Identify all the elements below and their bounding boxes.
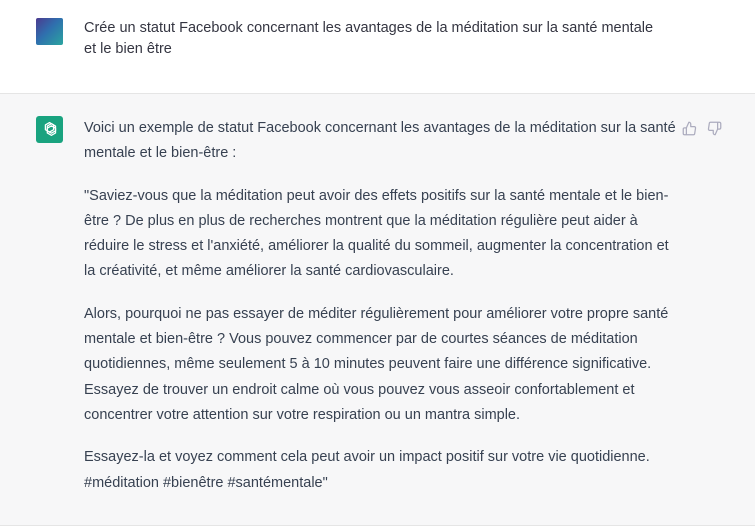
user-message-row bbox=[0, 0, 755, 94]
assistant-paragraph: "Saviez-vous que la méditation peut avoir des effets positifs sur la santé mentale et le bien-être ? De plus en plus de recherches montrent que la méditation régulière peut aider à réduire le stress et l'anxiété, améliorer la qualité du sommeil, augmenter la concentration et la créativité, et même améliorer la santé cardiovasculaire. bbox=[84, 187, 669, 280]
assistant-message-row bbox=[0, 94, 755, 526]
thumbs-up-icon[interactable] bbox=[681, 120, 697, 136]
openai-logo-icon bbox=[36, 116, 63, 143]
thumbs-down-icon[interactable] bbox=[706, 120, 722, 136]
user-avatar bbox=[36, 18, 63, 45]
assistant-message-text bbox=[84, 116, 679, 513]
assistant-paragraph: Voici un exemple de statut Facebook concernant les avantages de la méditation sur la santé mentale et le bien-être : bbox=[84, 120, 676, 162]
user-message-text: Crée un statut Facebook concernant les avantages de la méditation sur la santé mentale et le bien être bbox=[84, 20, 654, 57]
assistant-paragraph: Essayez-la et voyez comment cela peut avoir un impact positif sur votre vie quotidienne. #méditation #bienêtre #santémentale" bbox=[84, 449, 650, 491]
assistant-paragraph: Alors, pourquoi ne pas essayer de méditer régulièrement pour améliorer votre propre santé mentale et bien-être ? Vous pouvez commencer par de courtes séances de méditation quotidiennes, même seulement 5 à 10 minutes peuvent faire une différence significative. Essayez de trouver un endroit calme où vous pouvez vous asseoir confortablement et concentrer votre attention sur votre respiration ou un mantra simple. bbox=[84, 305, 669, 423]
